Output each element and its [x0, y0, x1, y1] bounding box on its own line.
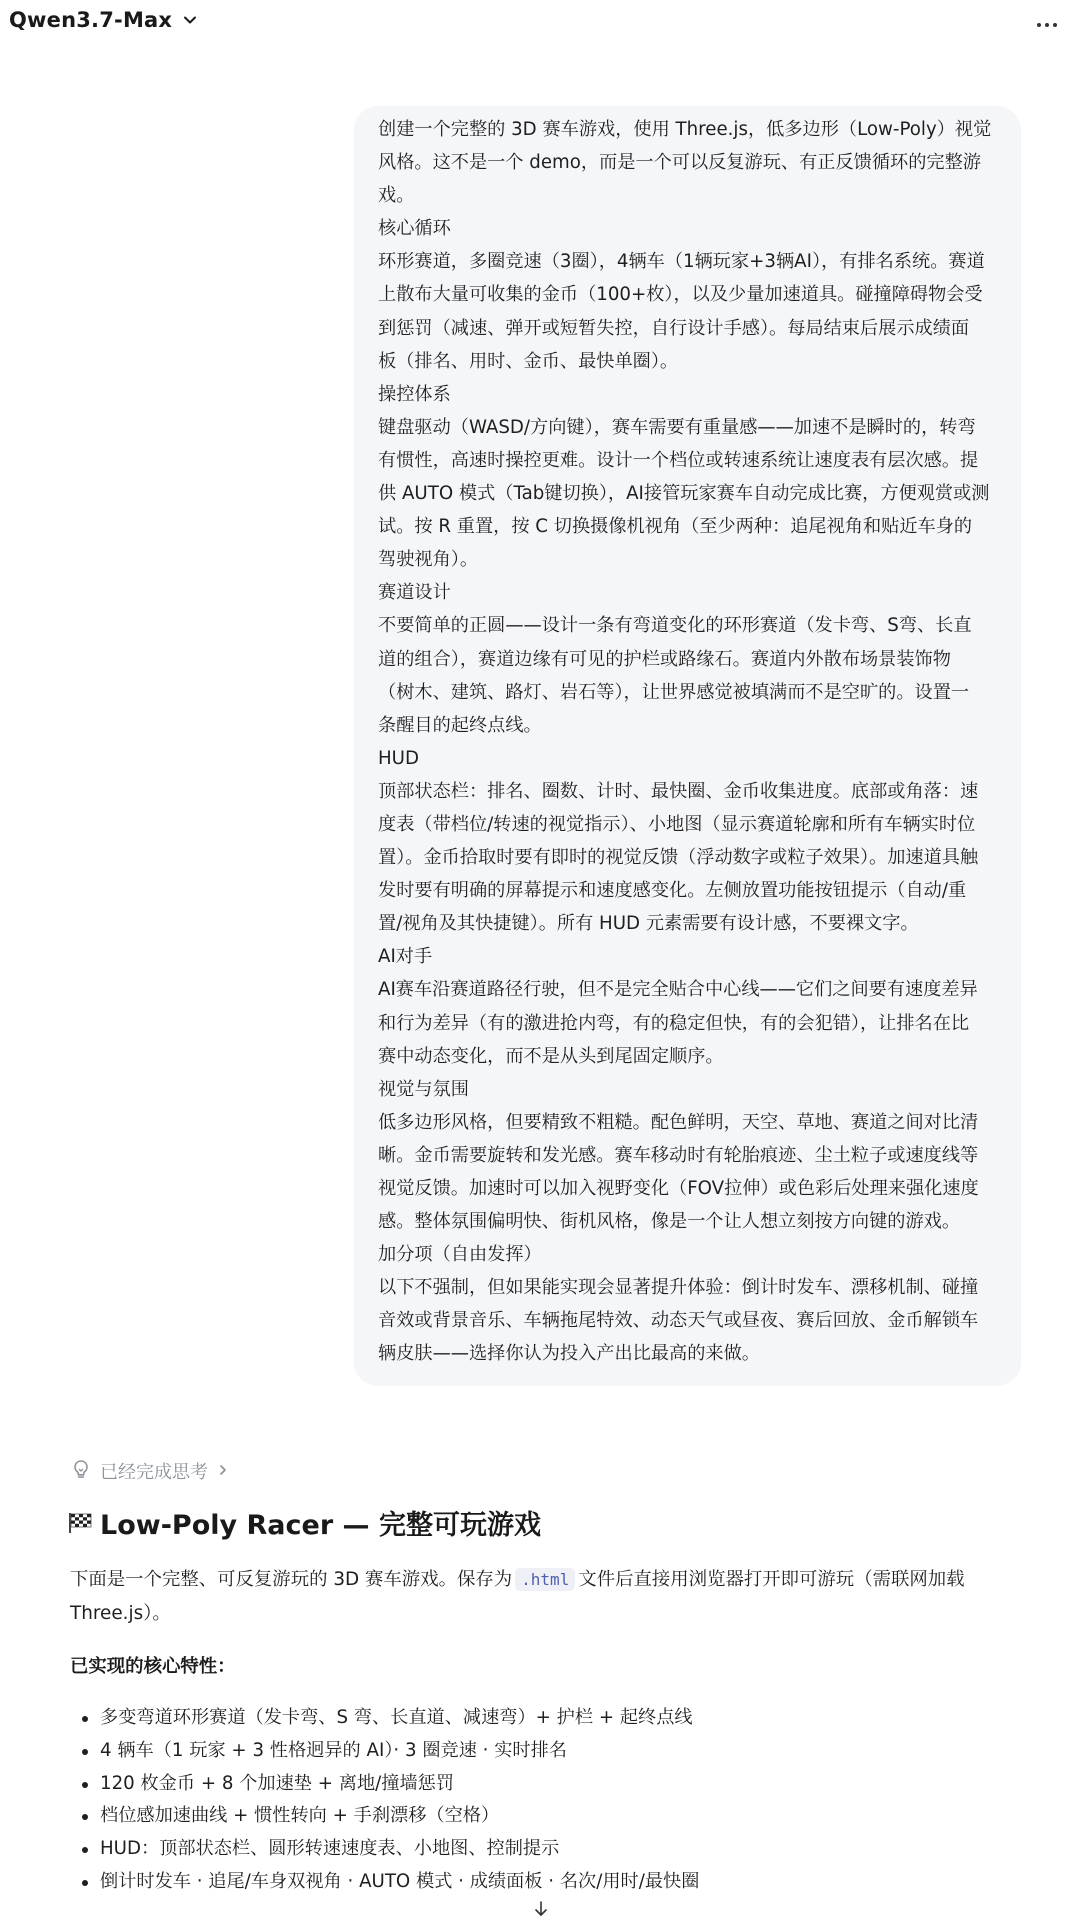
user-message-line: 和行为差异（有的激进抢内弯，有的稳定但快，有的会犯错），让排名在比 — [378, 1012, 970, 1034]
user-message-line: AI赛车沿赛道路径行驶，但不是完全贴合中心线——它们之间要有速度差异 — [378, 979, 978, 1001]
user-message-line: HUD — [378, 747, 419, 769]
feature-item: 倒计时发车 · 追尾/车身双视角 · AUTO 模式 · 成绩面板 · 名次/用时/最快圈 — [70, 1866, 699, 1899]
user-message-line: 键盘驱动（WASD/方向键），赛车需要有重量感——加速不是瞬时的，转弯 — [378, 416, 976, 438]
lightbulb-icon — [70, 1458, 92, 1484]
feature-item: HUD：顶部状态栏、圆形转速速度表、小地图、控制提示 — [70, 1833, 699, 1866]
user-message-line: 条醒目的起终点线。 — [378, 714, 542, 736]
feature-item: 4 辆车（1 玩家 + 3 性格迥异的 AI）· 3 圈竞速 · 实时排名 — [70, 1735, 699, 1768]
user-message-line: 辆皮肤——选择你认为投入产出比最高的来做。 — [378, 1343, 760, 1365]
model-selector[interactable] — [9, 8, 200, 32]
user-message-line: 发时要有明确的屏幕提示和速度感变化。左侧放置功能按钮提示（自动/重 — [378, 880, 967, 902]
user-message-line: 置/视角及其快捷键）。所有 HUD 元素需要有设计感，不要裸文字。 — [378, 913, 919, 935]
user-message-line: 感。整体氛围偏明快、街机风格，像是一个让人想立刻按方向键的游戏。 — [378, 1211, 961, 1233]
user-message-line: 环形赛道，多圈竞速（3圈），4辆车（1辆玩家+3辆AI），有排名系统。赛道 — [378, 251, 985, 273]
user-message-line: 驾驶视角）。 — [378, 549, 479, 571]
intro-text-2: 文件后直接用浏览器打开即可游玩（需联网加载 — [578, 1569, 965, 1590]
arrow-down-icon — [533, 1900, 549, 1922]
user-message-line: 试。按 R 重置，按 C 切换摄像机视角（至少两种：追尾视角和贴近车身的 — [378, 516, 973, 538]
answer-title-text: Low-Poly Racer — 完整可玩游戏 — [100, 1510, 541, 1541]
scroll-to-bottom-button[interactable] — [527, 1898, 555, 1924]
more-options-button[interactable] — [1032, 10, 1062, 34]
thinking-label: 已经完成思考 — [100, 1462, 208, 1483]
features-heading: 已实现的核心特性： — [70, 1656, 236, 1677]
user-message-line: 风格。这不是一个 demo，而是一个可以反复游玩、有正反馈循环的完整游 — [378, 152, 981, 174]
chevron-down-icon — [180, 10, 200, 30]
model-name: Qwen3.7-Max — [9, 8, 173, 32]
user-message-line: 操控体系 — [378, 383, 451, 405]
user-message-line: 晰。金币需要旋转和发光感。赛车移动时有轮胎痕迹、尘土粒子或速度线等 — [378, 1144, 979, 1166]
user-message-line: 板（排名、用时、金币、最快单圈）。 — [378, 350, 679, 372]
user-message-line: 置）。金币拾取时要有即时的视觉反馈（浮动数字或粒子效果）。加速道具触 — [378, 847, 979, 869]
user-message-line: 上散布大量可收集的金币（100+枚），以及少量加速道具。碰撞障碍物会受 — [378, 284, 983, 306]
user-message-line: 赛道设计 — [378, 582, 451, 604]
user-message-line: AI对手 — [378, 946, 433, 968]
user-message-line: 以下不强制，但如果能实现会显著提升体验：倒计时发车、漂移机制、碰撞 — [378, 1277, 979, 1299]
inline-code: .html — [515, 1568, 575, 1591]
answer-title — [68, 1503, 541, 1542]
feature-item: 档位感加速曲线 + 惯性转向 + 手刹漂移（空格） — [70, 1800, 699, 1833]
intro-text-3: Three.js）。 — [70, 1603, 171, 1624]
feature-item: 多变弯道环形赛道（发卡弯、S 弯、长直道、减速弯）+ 护栏 + 起终点线 — [70, 1702, 699, 1735]
chevron-right-icon — [216, 1462, 230, 1481]
answer-intro — [70, 1563, 1020, 1631]
user-message-line: 音效或背景音乐、车辆拖尾特效、动态天气或昼夜、赛后回放、金币解锁车 — [378, 1310, 979, 1332]
user-message-line: 创建一个完整的 3D 赛车游戏，使用 Three.js，低多边形（Low-Poly）视觉 — [378, 119, 992, 140]
user-message-line: 供 AUTO 模式（Tab键切换），AI接管玩家赛车自动完成比赛，方便观赏或测 — [378, 483, 990, 505]
intro-text-1: 下面是一个完整、可反复游玩的 3D 赛车游戏。保存为 — [70, 1569, 513, 1590]
user-message-line: 加分项（自由发挥） — [378, 1244, 542, 1266]
chat-header — [0, 0, 1080, 48]
user-message-line: 赛中动态变化，而不是从头到尾固定顺序。 — [378, 1045, 724, 1067]
user-message-line: （树木、建筑、路灯、岩石等），让世界感觉被填满而不是空旷的。设置一 — [378, 681, 970, 703]
user-message-line: 度表（带档位/转速的视觉指示）、小地图（显示赛道轮廓和所有车辆实时位 — [378, 813, 976, 835]
user-message-line: 不要简单的正圆——设计一条有弯道变化的环形赛道（发卡弯、S弯、长直 — [378, 615, 972, 637]
user-message-line: 视觉与氛围 — [378, 1078, 469, 1100]
thinking-toggle[interactable] — [70, 1458, 230, 1484]
more-horizontal-icon — [1036, 13, 1058, 32]
feature-item: 120 枚金币 + 8 个加速垫 + 离地/撞墙惩罚 — [70, 1768, 699, 1801]
user-message-line: 到惩罚（减速、弹开或短暂失控，自行设计手感）。每局结束后展示成绩面 — [378, 317, 970, 339]
user-message-line: 视觉反馈。加速时可以加入视野变化（FOV拉伸）或色彩后处理来强化速度 — [378, 1178, 979, 1199]
user-message-line: 道的组合），赛道边缘有可见的护栏或路缘石。赛道内外散布场景装饰物 — [378, 648, 951, 670]
user-message-line: 核心循环 — [378, 218, 451, 240]
checkered-flag-icon — [68, 1512, 92, 1534]
user-message-line: 低多边形风格，但要精致不粗糙。配色鲜明，天空、草地、赛道之间对比清 — [378, 1111, 979, 1133]
feature-list — [70, 1702, 699, 1899]
user-message-line: 顶部状态栏：排名、圈数、计时、最快圈、金币收集进度。底部或角落：速 — [378, 780, 979, 802]
user-message-line: 有惯性，高速时操控更难。设计一个档位或转速系统让速度表有层次感。提 — [378, 449, 979, 471]
user-message-bubble — [354, 106, 1021, 1386]
user-message-line: 戏。 — [378, 185, 415, 207]
